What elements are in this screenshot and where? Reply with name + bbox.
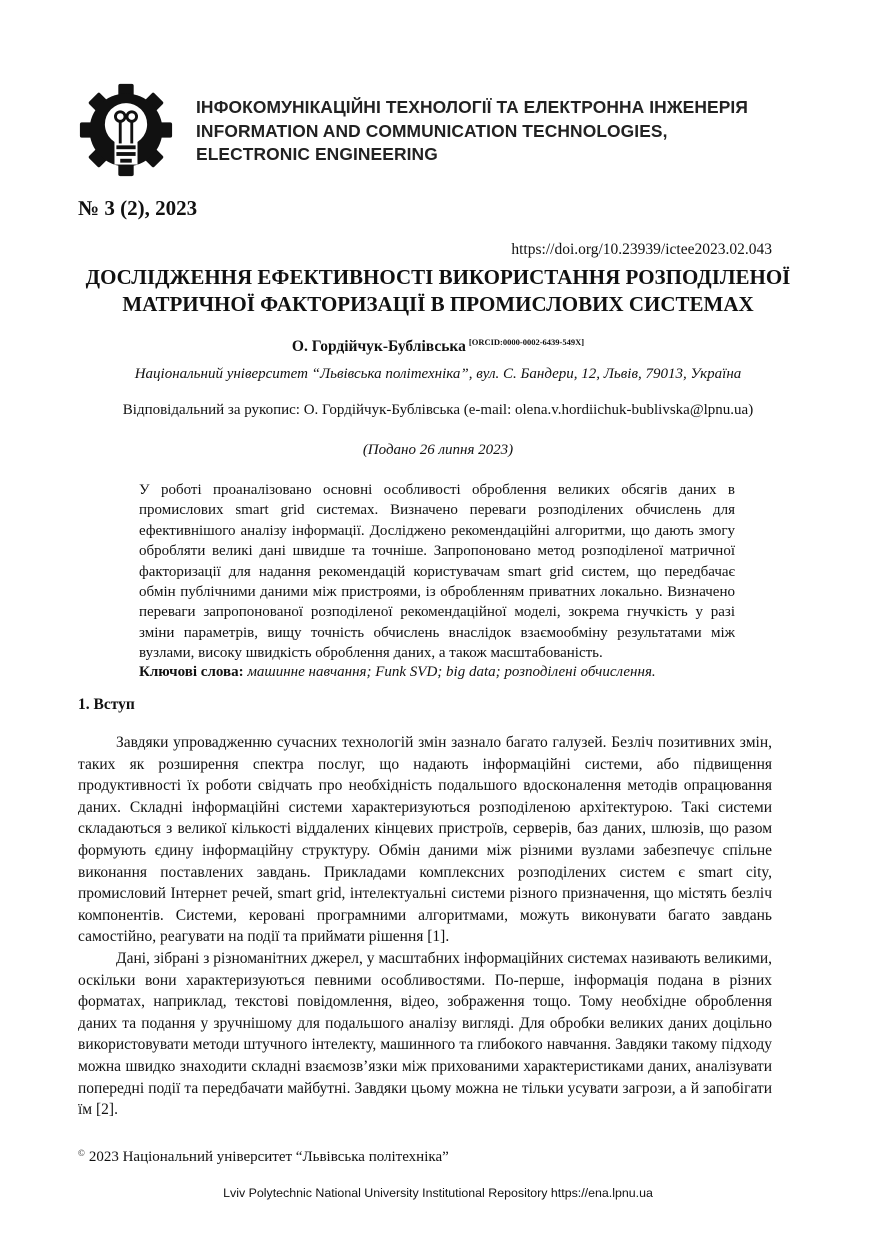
keywords: [139, 664, 656, 681]
article-title-line1: ДОСЛІДЖЕННЯ ЕФЕКТИВНОСТІ ВИКОРИСТАННЯ РОЗПОДІЛЕНОЇ: [85, 265, 791, 289]
journal-logo-gear-bulb-icon: [78, 82, 174, 178]
affiliation: Національний університет “Львівська політехніка”, вул. С. Бандери, 12, Львів, 79013, Україна: [134, 366, 742, 382]
journal-name-ua: ІНФОКОМУНІКАЦІЙНІ ТЕХНОЛОГІЇ ТА ЕЛЕКТРОННА ІНЖЕНЕРІЯ: [196, 97, 748, 117]
submission-date: (Подано 26 липня 2023): [362, 442, 514, 458]
copyright-text: 2023 Національний університет “Львівська політехніка”: [88, 1149, 449, 1165]
copyright: [78, 1148, 449, 1166]
issue-number: № 3 (2), 2023: [78, 196, 198, 220]
doi-link[interactable]: https://doi.org/10.23939/ictee2023.02.043: [511, 241, 772, 258]
article-title-line2: МАТРИЧНОЇ ФАКТОРИЗАЦІЇ В ПРОМИСЛОВИХ СИСТЕМАХ: [122, 292, 754, 316]
journal-name-en-line1: INFORMATION AND COMMUNICATION TECHNOLOGIES,: [196, 120, 668, 141]
article-title: [60, 264, 816, 318]
author-line: [0, 337, 876, 356]
journal-name: [196, 96, 748, 167]
abstract: У роботі проаналізовано основні особливості оброблення великих обсягів даних в промислових smart grid системах. Визначено переваги розподілених обчислень для ефективнішого аналізу інформації. Досліджено рекомендаційні алгоритми, що дають змогу обробляти великі дані швидше та точніше. Запропоновано метод розподіленої матричної факторизації для надання рекомендацій користувачам smart grid систем, що передбачає обмін публічними даними між пристроями, із обробленням приватних локально. Визначено переваги запропонованої розподіленої рекомендаційної моделі, зокрема гнучкість у разі зміни параметрів, вищу точність обчислень внаслідок взаємообміну результатами між вузлами, високу швидкість оброблення даних, а також масштабованість.: [139, 482, 735, 662]
author-orcid[interactable]: [ORCID:0000-0002-6439-549X]: [468, 337, 585, 347]
section-heading: 1. Вступ: [78, 696, 135, 713]
repository-footer: Lviv Polytechnic National University Institutional Repository https://ena.lpnu.ua: [223, 1186, 653, 1200]
copyright-symbol: ©: [78, 1148, 85, 1158]
body-text: [78, 732, 772, 1121]
keywords-list: машинне навчання; Funk SVD; big data; розподілені обчислення.: [247, 664, 656, 680]
paragraph-1: Завдяки упровадженню сучасних технологій змін зазнало багато галузей. Безліч позитивних змін, таких як розширення спектра послуг, що надають інформаційні системи, або підвищення продуктивності їх роботи свідчать про необхідність подальшого вдосконалення методів опрацювання даних. Складні інформаційні системи характеризуються розподіленою архітектурою. Такі системи складаються з великої кількості віддалених кінцевих пристроїв, серверів, баз даних, шлюзів, що разом формують єдину інформаційну структуру. Обмін даними між різними вузлами забезпечує спільне виконання поставлених завдань. Прикладами комплексних розподілених систем є smart city, промисловий Інтернет речей, smart grid, інтелектуальні системи різного призначення, що містять безліч компонентів. Системи, керовані програмними алгоритмами, можуть виконувати багато завдань самостійно, реагувати на події та приймати рішення [1].: [78, 734, 772, 946]
keywords-label: Ключові слова:: [139, 664, 244, 680]
paragraph-2: Дані, зібрані з різноманітних джерел, у масштабних інформаційних системах називають великими, оскільки вони характеризуються певними особливостями. По-перше, інформація подана в різних форматах, наприклад, текстові повідомлення, відео, зображення тощо. Тому необхідне оброблення даних та подання у зручнішому для подальшого аналізу вигляді. Для обробки великих даних доцільно використовувати методи штучного інтелекту, машинного та глибокого навчання. Завдяки такому підходу можна швидко знаходити складні взаємозв’язки між прихованими характеристиками даних, аналізувати попередні події та передбачати майбутні. Завдяки цьому можна не тільки усувати загрози, а й запобігати їм [2].: [78, 949, 772, 1119]
author-name: О. Гордійчук-Бублівська: [291, 338, 466, 355]
correspondence: Відповідальний за рукопис: О. Гордійчук-Бублівська (e-mail: olena.v.hordiichuk-bublivska@lpnu.ua): [122, 402, 754, 418]
journal-name-en-line2: ELECTRONIC ENGINEERING: [196, 144, 438, 164]
